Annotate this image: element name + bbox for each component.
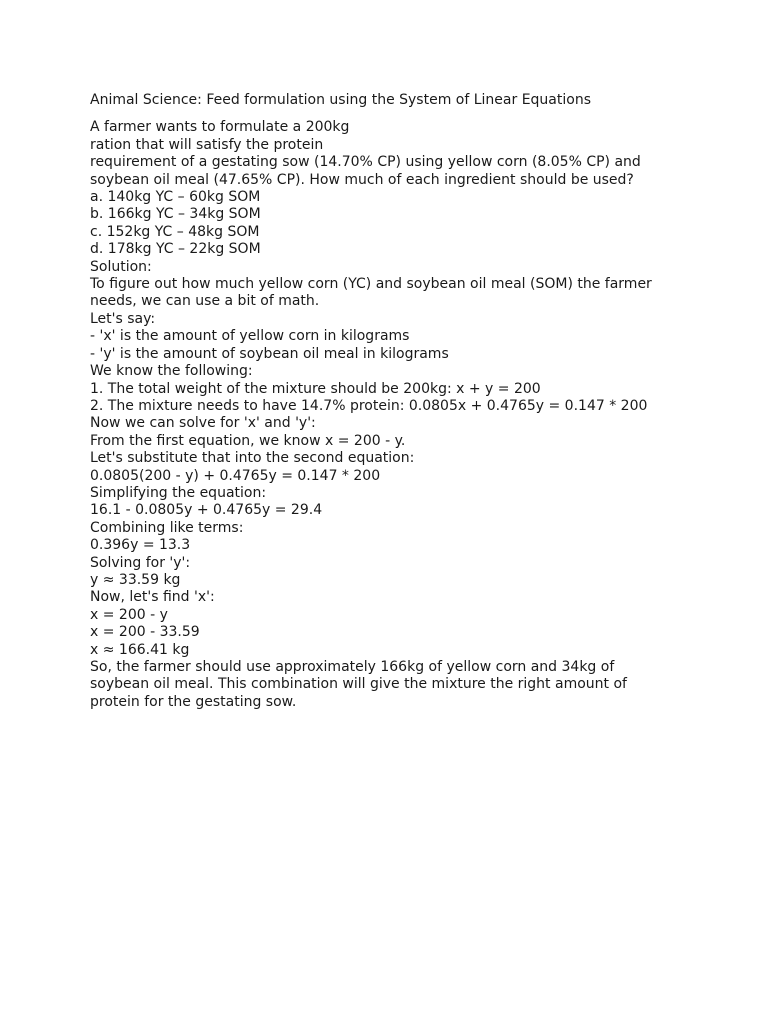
- body-line: From the first equation, we know x = 200 - y.: [90, 432, 406, 449]
- body-line: A farmer wants to formulate a 200kg: [90, 119, 350, 136]
- equation-line: 0.396y = 13.3: [90, 537, 191, 554]
- body-line: ration that will satisfy the protein: [90, 136, 324, 153]
- choice-d: d. 178kg YC – 22kg SOM: [90, 241, 261, 258]
- body-line: Let's say:: [90, 310, 156, 327]
- body-line: - 'x' is the amount of yellow corn in kilograms: [90, 328, 410, 345]
- body-line: To figure out how much yellow corn (YC) and soybean oil meal (SOM) the farmer: [90, 276, 652, 293]
- equation-line: x = 200 - y: [90, 606, 168, 623]
- document-body: [90, 119, 690, 711]
- body-line: Solving for 'y':: [90, 554, 191, 571]
- equation-line: x ≈ 166.41 kg: [90, 641, 190, 658]
- body-line: Now we can solve for 'x' and 'y':: [90, 415, 316, 432]
- conclusion-line: So, the farmer should use approximately 166kg of yellow corn and 34kg of: [90, 659, 615, 675]
- conclusion-line: soybean oil meal. This combination will give the mixture the right amount of: [90, 676, 627, 693]
- body-line: - 'y' is the amount of soybean oil meal in kilograms: [90, 345, 449, 362]
- body-line: soybean oil meal (47.65% CP). How much of each ingredient should be used?: [90, 171, 634, 188]
- solution-heading: Solution:: [90, 258, 152, 275]
- equation-line: y ≈ 33.59 kg: [90, 571, 181, 588]
- body-line: requirement of a gestating sow (14.70% CP) using yellow corn (8.05% CP) and: [90, 154, 641, 171]
- body-line: Let's substitute that into the second equation:: [90, 450, 415, 467]
- document-page: [90, 92, 690, 711]
- body-line: Combining like terms:: [90, 519, 244, 536]
- document-title: Animal Science: Feed formulation using the System of Linear Equations: [90, 92, 591, 108]
- choice-a: a. 140kg YC – 60kg SOM: [90, 189, 261, 206]
- conclusion-line: protein for the gestating sow.: [90, 693, 297, 710]
- choice-c: c. 152kg YC – 48kg SOM: [90, 223, 260, 240]
- equation-line: 0.0805(200 - y) + 0.4765y = 0.147 * 200: [90, 467, 381, 484]
- equation-line: 1. The total weight of the mixture should be 200kg: x + y = 200: [90, 380, 541, 397]
- equation-line: x = 200 - 33.59: [90, 624, 200, 641]
- equation-line: 2. The mixture needs to have 14.7% protein: 0.0805x + 0.4765y = 0.147 * 200: [90, 397, 648, 414]
- body-line: Simplifying the equation:: [90, 484, 267, 501]
- body-line: needs, we can use a bit of math.: [90, 293, 320, 310]
- choice-b: b. 166kg YC – 34kg SOM: [90, 206, 261, 223]
- body-line: Now, let's find 'x':: [90, 589, 215, 606]
- equation-line: 16.1 - 0.0805y + 0.4765y = 29.4: [90, 502, 323, 519]
- body-line: We know the following:: [90, 363, 253, 380]
